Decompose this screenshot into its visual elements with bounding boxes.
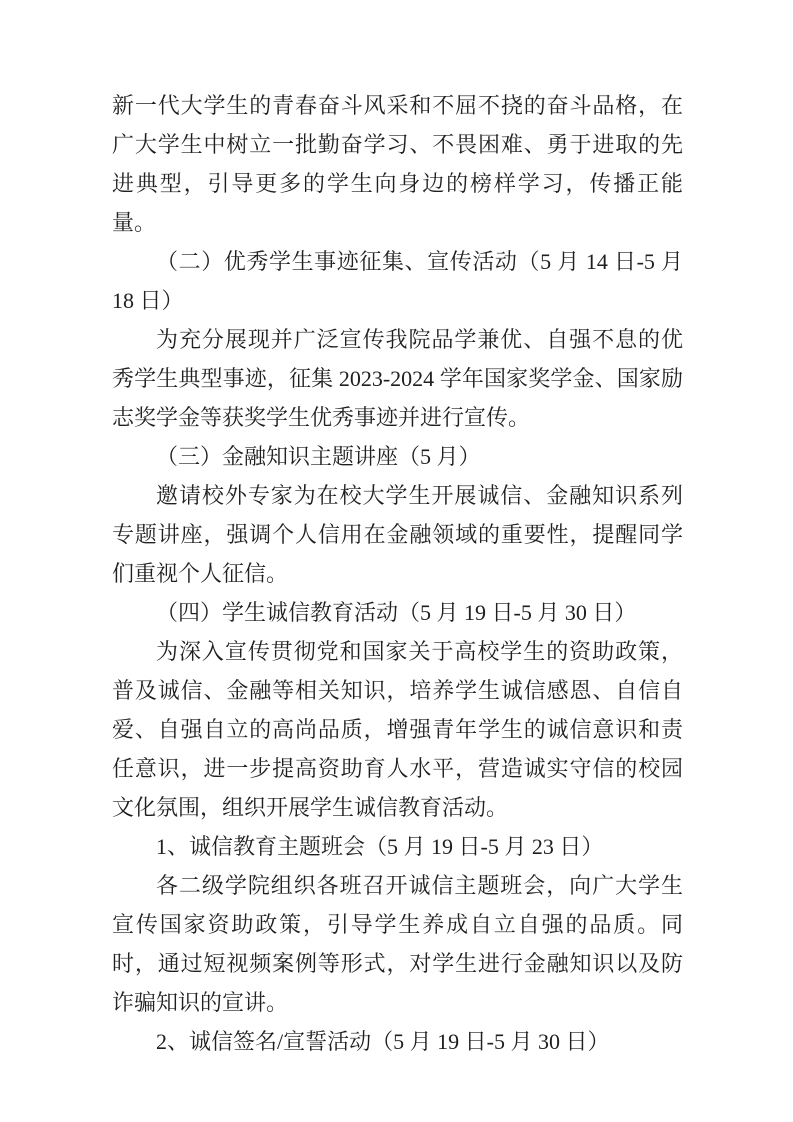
section-2-body: 为充分展现并广泛宣传我院品学兼优、自强不息的优秀学生典型事迹，征集 2023-2024 学年国家奖学金、国家励志奖学金等获奖学生优秀事迹并进行宣传。 bbox=[112, 327, 683, 430]
section-3-body: 邀请校外专家为在校大学生开展诚信、金融知识系列专题讲座，强调个人信用在金融领域的重要性，提醒同学们重视个人征信。 bbox=[112, 483, 683, 586]
item-heading-2: 2、诚信签名/宣誓活动（5 月 19 日-5 月 30 日） bbox=[156, 1029, 610, 1054]
document-body bbox=[112, 86, 683, 1061]
paragraph-continuation: 新一代大学生的青春奋斗风采和不屈不挠的奋斗品格，在广大学生中树立一批勤奋学习、不畏困难、勇于进取的先进典型，引导更多的学生向身边的榜样学习，传播正能量。 bbox=[112, 93, 683, 235]
section-heading-2: （二）优秀学生事迹征集、宣传活动（5 月 14 日-5 月 18 日） bbox=[112, 249, 683, 313]
section-heading-4: （四）学生诚信教育活动（5 月 19 日-5 月 30 日） bbox=[156, 600, 637, 625]
section-4-body: 为深入宣传贯彻党和国家关于高校学生的资助政策，普及诚信、金融等相关知识，培养学生诚信感恩、自信自爱、自强自立的高尚品质，增强青年学生的诚信意识和责任意识，进一步提高资助育人水平，营造诚实守信的校园文化氛围，组织开展学生诚信教育活动。 bbox=[112, 639, 683, 820]
item-1-body: 各二级学院组织各班召开诚信主题班会，向广大学生宣传国家资助政策，引导学生养成自立自强的品质。同时，通过短视频案例等形式，对学生进行金融知识以及防诈骗知识的宣讲。 bbox=[112, 873, 683, 1015]
item-heading-1: 1、诚信教育主题班会（5 月 19 日-5 月 23 日） bbox=[156, 834, 604, 859]
section-heading-3: （三）金融知识主题讲座（5 月） bbox=[156, 444, 481, 469]
